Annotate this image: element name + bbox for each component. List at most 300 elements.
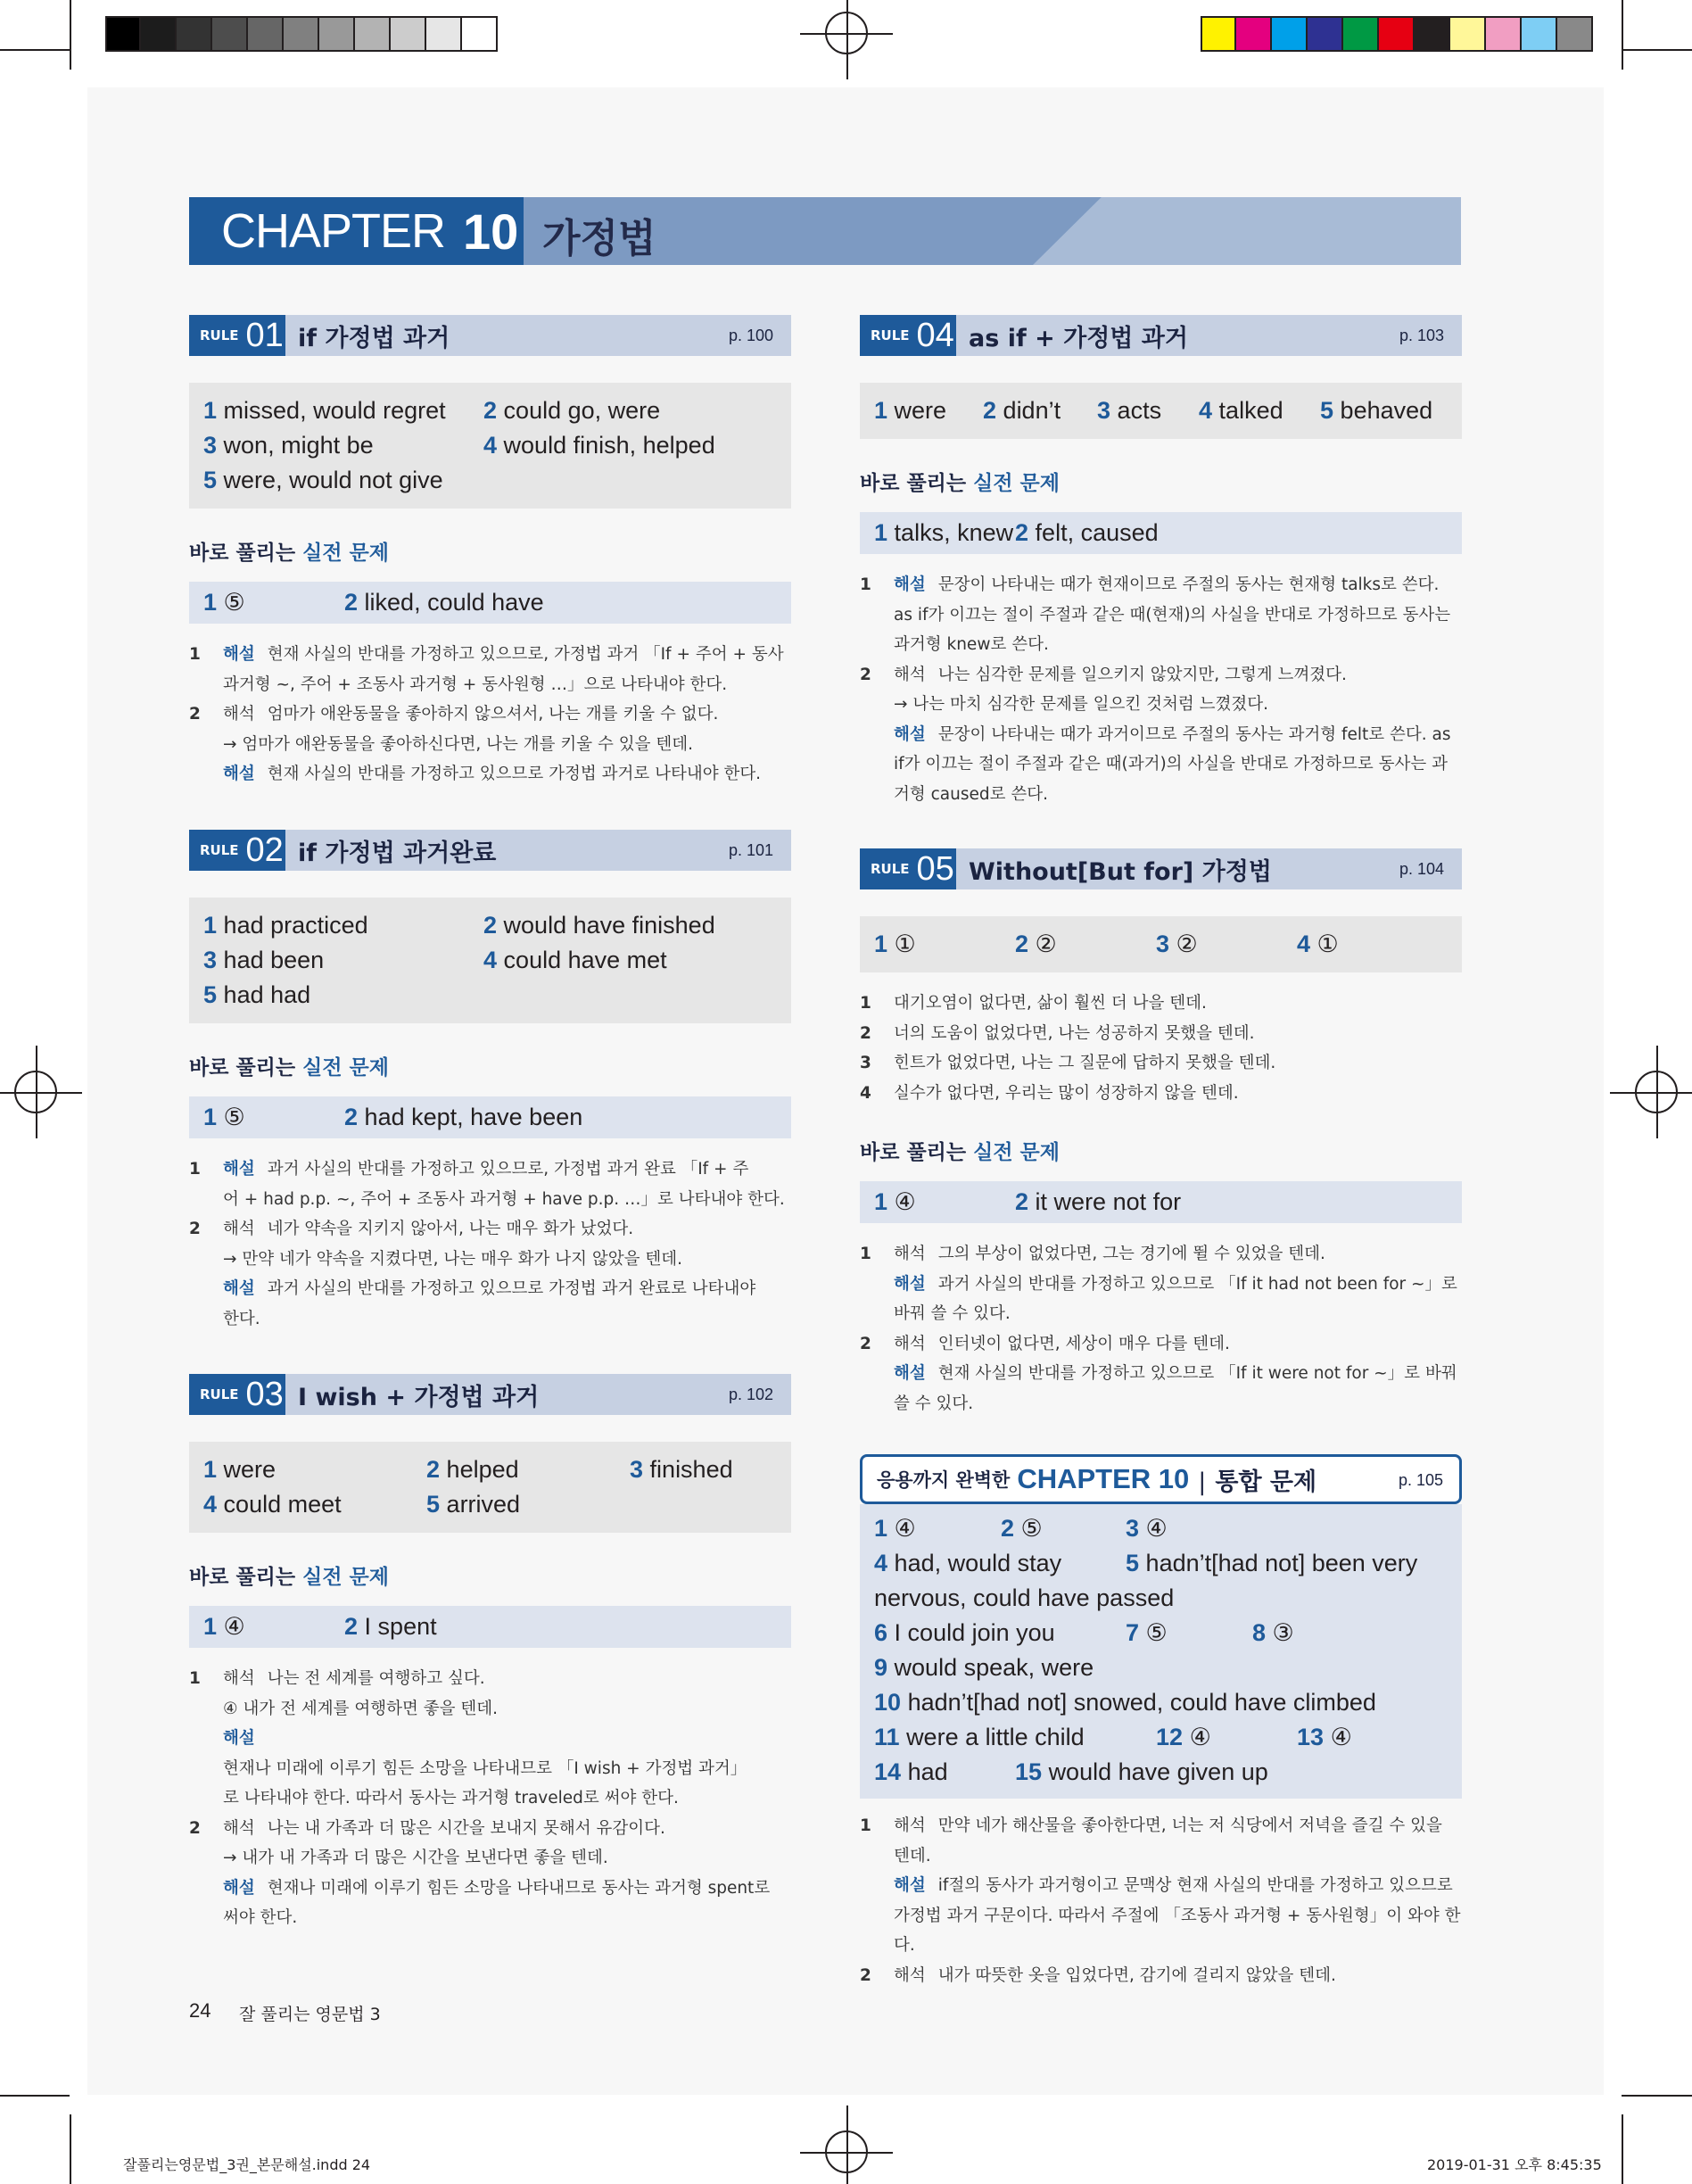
answer-item [203,978,310,1013]
rule-tag [860,315,956,356]
translation-number: 2 [860,1023,871,1043]
explanation-line [223,1724,791,1783]
explanation-text: 나는 심각한 문제를 일으키지 않았지만, 그렇게 느껴졌다. [937,665,1347,684]
explanation-item [860,1329,1462,1419]
answer-number: 2 [1015,1188,1029,1215]
rule-title: Without[But for] 가정법 [969,857,1272,886]
rule-page-ref: p. 104 [1399,859,1444,878]
crop-mark [0,2095,70,2097]
explanation-line [223,1694,791,1725]
answer-row [203,1609,777,1644]
review-section [860,1454,1462,1990]
explanation-line [223,1783,791,1814]
crop-mark [1622,0,1623,70]
answer-number: 2 [344,1613,359,1640]
rule-number: 05 [916,850,954,888]
answer-row [874,1755,1448,1790]
answer-text: had practiced [223,912,368,939]
explanation-text: → 엄마가 애완동물을 좋아하신다면, 나는 개를 키울 수 있을 텐데. [223,734,693,754]
answer-text: ④ [894,1515,916,1542]
explanation-text: 현재나 미래에 이루기 힘든 소망을 나타내므로 「I wish + 가정법 과거」 [223,1758,747,1778]
explanation-number: 1 [189,1669,201,1688]
answer-text: ② [1176,931,1198,957]
rule-page-ref: p. 101 [728,840,773,859]
rule-header [189,1374,791,1415]
answer-item [1015,1185,1181,1220]
answer-item [344,585,544,620]
answer-box [189,898,791,1023]
answer-item [874,1685,1376,1720]
explanation-text: 그의 부상이 없었다면, 그는 경기에 뛸 수 있었을 텐데. [937,1245,1325,1263]
explanations [189,1154,791,1334]
answer-row [874,1650,1448,1685]
answer-number: 2 [983,397,997,424]
swatch [1236,16,1272,52]
swatch [177,16,212,52]
answer-number: 4 [483,432,498,459]
explanation-text: 문장이 나타내는 때가 과거이므로 주절의 동사는 과거형 felt로 쓴다. as [937,724,1451,744]
answer-number: 5 [1320,397,1334,424]
answer-item [1097,393,1161,428]
swatch [1343,16,1379,52]
crop-mark [1622,2114,1623,2184]
answer-number: 1 [203,1104,218,1130]
translation-label: 해석 [223,1818,255,1838]
practice-answer-box [189,582,791,624]
explanation-text: 써야 한다. [223,1908,298,1927]
translation-label: 해석 [894,1816,926,1835]
answer-item [1126,1511,1168,1546]
practice-highlight: 실전 문제 [302,542,389,565]
explanation-number: 2 [860,665,871,684]
answer-item [874,1185,916,1220]
explanation-text: 과거형 ~, 주어 + 조동사 과거형 + 동사원형 …」으로 나타내야 한다. [223,674,728,694]
explanation-label: 해설 [894,1364,926,1383]
answer-text: could go, were [503,397,661,424]
answer-number: 2 [426,1456,441,1483]
practice-highlight: 실전 문제 [302,1056,389,1080]
explanation-label: 해설 [894,575,926,594]
answer-number: 1 [874,1188,888,1215]
explanation-text: 현재 사실의 반대를 가정하고 있으므로 「If it were not for ~」로 바꿔 [937,1364,1457,1383]
rule-label: RULE [871,327,910,343]
rule-tag [189,1374,285,1415]
explanation-line [894,749,1462,780]
explanation-text: 과거 사실의 반대를 가정하고 있으므로, 가정법 과거 완료 「If + 주 [267,1160,749,1179]
explanation-label: 해설 [223,1160,255,1179]
answer-text: felt, caused [1035,519,1159,546]
review-answer-box [860,1504,1462,1799]
explanation-text: 현재 사실의 반대를 가정하고 있으므로 가정법 과거로 나타내야 한다. [267,765,762,783]
explanation-text: 가정법 과거 구문이다. 따라서 주절에 「조동사 과거형 + 동사원형」이 와야 한다. [894,1906,1461,1955]
explanation-line [894,570,1462,600]
answer-item [1156,1720,1211,1755]
practice-heading [189,535,791,571]
translation-label: 해석 [894,1965,926,1985]
answer-number: 7 [1126,1619,1140,1646]
answer-row [203,978,777,1013]
explanation-item [189,640,791,699]
explanation-text: 현재 사실의 반대를 가정하고 있으므로, 가정법 과거 「If + 주어 + 동사 [267,645,784,664]
answer-number: 1 [203,1456,218,1483]
answer-item [203,1100,245,1135]
translation-text: 힌트가 없었다면, 나는 그 질문에 답하지 못했을 텐데. [894,1054,1276,1072]
translation-list [860,989,1462,1108]
answer-text: acts [1117,397,1162,424]
explanation-line [223,1874,791,1904]
answer-item [874,1720,1085,1755]
chapter-number: 10 [463,203,519,260]
swatch [391,16,426,52]
explanation-label: 해설 [223,1878,255,1898]
answer-text: nervous, could have passed [874,1584,1175,1611]
rule-section [189,1374,791,1933]
answer-text: hadn’t[had not] snowed, could have climbed [907,1689,1376,1716]
answer-number: 5 [426,1491,441,1518]
registration-mark [825,2130,868,2173]
answer-number: 14 [874,1758,902,1785]
answer-item [983,393,1061,428]
answer-number: 9 [874,1654,888,1681]
explanation-number: 2 [189,705,201,724]
answer-text: arrived [446,1491,521,1518]
answer-text: could meet [223,1491,342,1518]
answer-box [189,383,791,509]
answer-item [1001,1511,1043,1546]
explanation-text: 현재나 미래에 이루기 힘든 소망을 나타내므로 동사는 과거형 spent로 [267,1878,771,1898]
swatch [1415,16,1450,52]
answer-row [874,1546,1448,1581]
explanation-text: 내가 따뜻한 옷을 입었다면, 감기에 걸리지 않았을 텐데. [937,1965,1336,1985]
answer-text: ⑤ [1145,1619,1168,1646]
answer-text: had kept, have been [364,1104,583,1130]
explanation-number: 1 [860,1245,871,1263]
explanation-text: 한다. [223,1309,260,1328]
practice-prefix: 바로 풀리는 [189,542,303,565]
practice-answer-box [860,512,1462,554]
left-column [189,1374,791,1933]
translation-text: 실수가 없다면, 우리는 많이 성장하지 않을 텐데. [894,1083,1239,1103]
translation-label: 해석 [894,1245,926,1263]
answer-text: ⑤ [1020,1515,1043,1542]
answer-number: 2 [344,589,359,616]
explanation-line [223,1214,791,1245]
answer-number: 1 [874,519,888,546]
answer-number: 2 [483,397,498,424]
answer-item [203,585,245,620]
answer-number: 2 [344,1104,359,1130]
answer-number: 1 [203,589,218,616]
practice-answer-box [189,1606,791,1648]
explanation-text: 텐데. [894,1846,931,1866]
explanation-text: ④ 내가 전 세계를 여행하면 좋을 텐데. [223,1699,498,1718]
answer-item [483,908,715,943]
color-swatch-strip [1201,16,1593,52]
explanation-number: 2 [860,1334,871,1353]
right-column [860,315,1462,809]
explanation-line [894,1841,1462,1872]
explanation-line [894,1961,1462,1991]
answer-number: 2 [1015,519,1029,546]
answer-number: 4 [203,1491,218,1518]
practice-heading [189,1050,791,1086]
rule-label: RULE [200,842,239,858]
answer-text: were [223,1456,276,1483]
explanation-line [894,1329,1462,1360]
answer-text: I spent [364,1613,437,1640]
answer-number: 10 [874,1689,902,1716]
explanation-text: 인터넷이 없다면, 세상이 매우 다를 텐데. [937,1334,1230,1353]
review-title: | 통합 문제 [1198,1462,1316,1497]
answer-number: 1 [874,1515,888,1542]
explanation-line [894,660,1462,691]
crop-mark [1622,2095,1692,2097]
answer-number: 8 [1252,1619,1267,1646]
answer-number: 15 [1015,1758,1043,1785]
book-title: 잘 풀리는 영문법 3 [239,2005,381,2024]
explanation-number: 2 [189,1220,201,1238]
answer-row [874,1185,1448,1220]
answer-text: helped [446,1456,519,1483]
answer-item [874,1546,1061,1581]
rule-number: 04 [916,317,954,354]
swatch [1557,16,1593,52]
explanation-line [223,730,791,760]
practice-heading [860,466,1462,501]
answer-item [874,393,946,428]
explanation-label: 해설 [223,1279,255,1298]
explanation-text: 바꿔 쓸 수 있다. [894,1304,1011,1323]
answer-text: behaved [1340,397,1433,424]
review-page: p. 105 [1398,1471,1443,1489]
answer-number: 3 [203,432,218,459]
registration-mark [825,12,868,54]
explanations [860,1239,1462,1419]
translation-label: 해석 [894,1334,926,1353]
page-number: 24 [189,1999,211,2022]
translation-label: 해석 [223,1220,255,1238]
swatch [105,16,141,52]
answer-text: had had [223,981,311,1008]
translation-number: 1 [860,994,871,1013]
practice-highlight: 실전 문제 [973,1141,1060,1164]
explanation-line [894,630,1462,660]
answer-number: 3 [1097,397,1111,424]
answer-row [874,1685,1448,1720]
explanation-line [223,759,791,790]
answer-row [203,463,777,498]
rule-section [860,848,1462,1419]
answer-row [874,1720,1448,1755]
translation-number: 3 [860,1054,871,1072]
answer-number: 4 [1297,931,1311,957]
explanation-line [894,1359,1462,1389]
explanation-item [189,1664,791,1814]
answer-item [874,927,916,962]
swatch [1379,16,1415,52]
explanation-line [894,1299,1462,1329]
answer-text: finished [649,1456,733,1483]
answer-number: 4 [483,947,498,973]
review-explanations [860,1811,1462,1990]
answer-item [874,1755,948,1790]
answer-item [1199,393,1283,428]
answer-item [483,393,660,428]
explanation-label: 해설 [223,765,255,783]
explanation-line [894,1811,1462,1841]
chapter-stripe [1033,197,1461,265]
print-timestamp: 2019-01-31 오후 8:45:35 [1427,2156,1602,2173]
answer-row [203,428,777,463]
explanation-line [223,1185,791,1215]
swatch [355,16,391,52]
explanation-number: 2 [189,1818,201,1838]
answer-item [874,1511,916,1546]
answer-item [203,463,443,498]
answer-text: had been [223,947,325,973]
explanation-text: 만약 네가 해산물을 좋아한다면, 너는 저 식당에서 저녁을 즐길 수 있을 [937,1816,1442,1835]
explanation-line [223,1814,791,1844]
answer-row [203,393,777,428]
answer-text: ① [894,931,916,957]
answer-number: 1 [874,931,888,957]
answer-number: 1 [203,397,218,424]
answer-item [1156,927,1198,962]
practice-highlight: 실전 문제 [302,1566,389,1589]
answer-number: 3 [1156,931,1170,957]
answer-number: 12 [1156,1724,1184,1750]
explanations [189,640,791,790]
chapter-header [189,197,1461,265]
review-header [860,1454,1462,1504]
answer-text: liked, could have [364,589,544,616]
answer-number: 6 [874,1619,888,1646]
explanation-label: 해설 [223,645,255,664]
registration-mark [1635,1071,1678,1113]
rule-tag [189,315,285,356]
rule-title: if 가정법 과거 [298,324,450,352]
explanations [189,1664,791,1933]
rule-page-ref: p. 103 [1399,326,1444,344]
answer-text: would have given up [1048,1758,1268,1785]
answer-number: 2 [1001,1515,1015,1542]
explanation-text: 로 나타내야 한다. 따라서 동사는 과거형 traveled로 써야 한다. [223,1789,679,1808]
left-column [189,830,791,1334]
answer-item [483,428,715,463]
rule-number: 01 [245,317,284,354]
answer-number: 2 [483,912,498,939]
explanation-text: → 만약 네가 약속을 지켰다면, 나는 매우 화가 나지 않았을 텐데. [223,1249,682,1269]
explanation-line [223,1304,791,1335]
explanation-line [894,1270,1462,1300]
explanation-line [894,1239,1462,1270]
explanation-line [894,780,1462,810]
answer-item [426,1452,519,1487]
answer-row [874,393,1448,428]
answer-text: would speak, were [894,1654,1094,1681]
rule-page-ref: p. 100 [728,326,773,344]
practice-answer-box [189,1096,791,1138]
explanation-label: 해설 [894,1876,926,1895]
translation-item [860,989,1462,1019]
answer-number: 1 [874,397,888,424]
explanation-text: 엄마가 애완동물을 좋아하지 않으셔서, 나는 개를 키울 수 없다. [267,705,719,724]
practice-heading [860,1135,1462,1171]
crop-mark [0,49,70,51]
answer-text: ④ [223,1613,245,1640]
rule-tag [860,848,956,889]
answer-text: ① [1316,931,1339,957]
swatch [212,16,248,52]
swatch [426,16,462,52]
answer-row [203,1452,777,1487]
explanation-number: 1 [189,1160,201,1179]
explanation-line [894,720,1462,750]
translation-number: 4 [860,1083,871,1103]
practice-prefix: 바로 풀리는 [860,472,974,495]
explanation-text: as if가 이끄는 절이 주절과 같은 때(현재)의 사실을 반대로 가정하므로 동사는 [894,605,1451,625]
practice-answer-box [860,1181,1462,1223]
answer-text: hadn’t[had not] been very [1145,1550,1418,1576]
explanation-line [223,1274,791,1304]
rule-label: RULE [200,327,239,343]
practice-prefix: 바로 풀리는 [860,1141,974,1164]
explanation-line [894,600,1462,631]
answer-item [344,1100,582,1135]
left-column [189,315,791,790]
crop-mark [1622,49,1692,51]
answer-item [874,516,1013,550]
explanation-text: 어 + had p.p. ~, 주어 + 조동사 과거형 + have p.p. …」로 나타내야 한다. [223,1189,785,1209]
explanation-line [894,1389,1462,1419]
answer-item [1297,1720,1352,1755]
answer-item [426,1487,520,1522]
answer-text: talked [1218,397,1283,424]
answer-number: 3 [203,947,218,973]
translation-item [860,1048,1462,1079]
explanation-line [223,1154,791,1185]
crop-mark [70,0,71,70]
swatch [1272,16,1308,52]
answer-text: were, would not give [223,467,443,493]
answer-text: ③ [1272,1619,1294,1646]
explanation-text: 나는 전 세계를 여행하고 싶다. [267,1669,485,1688]
rule-section [189,315,791,790]
explanation-number: 2 [860,1965,871,1985]
answer-text: ⑤ [223,589,245,616]
rule-tag [189,830,285,871]
answer-row [874,516,1448,550]
rule-title: I wish + 가정법 과거 [298,1383,540,1411]
registration-mark [14,1071,57,1113]
rule-number: 02 [245,831,284,869]
answer-item [630,1452,733,1487]
explanation-item [189,1814,791,1933]
translation-label: 해석 [223,1669,255,1688]
explanation-line [223,670,791,700]
answer-item [874,1581,1174,1616]
swatch [462,16,498,52]
translation-text: 대기오염이 없다면, 삶이 훨씬 더 나을 텐데. [894,994,1207,1013]
answer-box [860,383,1462,439]
answer-text: ② [1035,931,1057,957]
answer-number: 4 [874,1550,888,1576]
explanation-label: 해설 [894,724,926,744]
explanation-line [223,1843,791,1874]
swatch [1522,16,1557,52]
file-slug: 잘풀리는영문법_3권_본문해설.indd 24 [123,2156,371,2173]
explanation-item [860,1811,1462,1961]
